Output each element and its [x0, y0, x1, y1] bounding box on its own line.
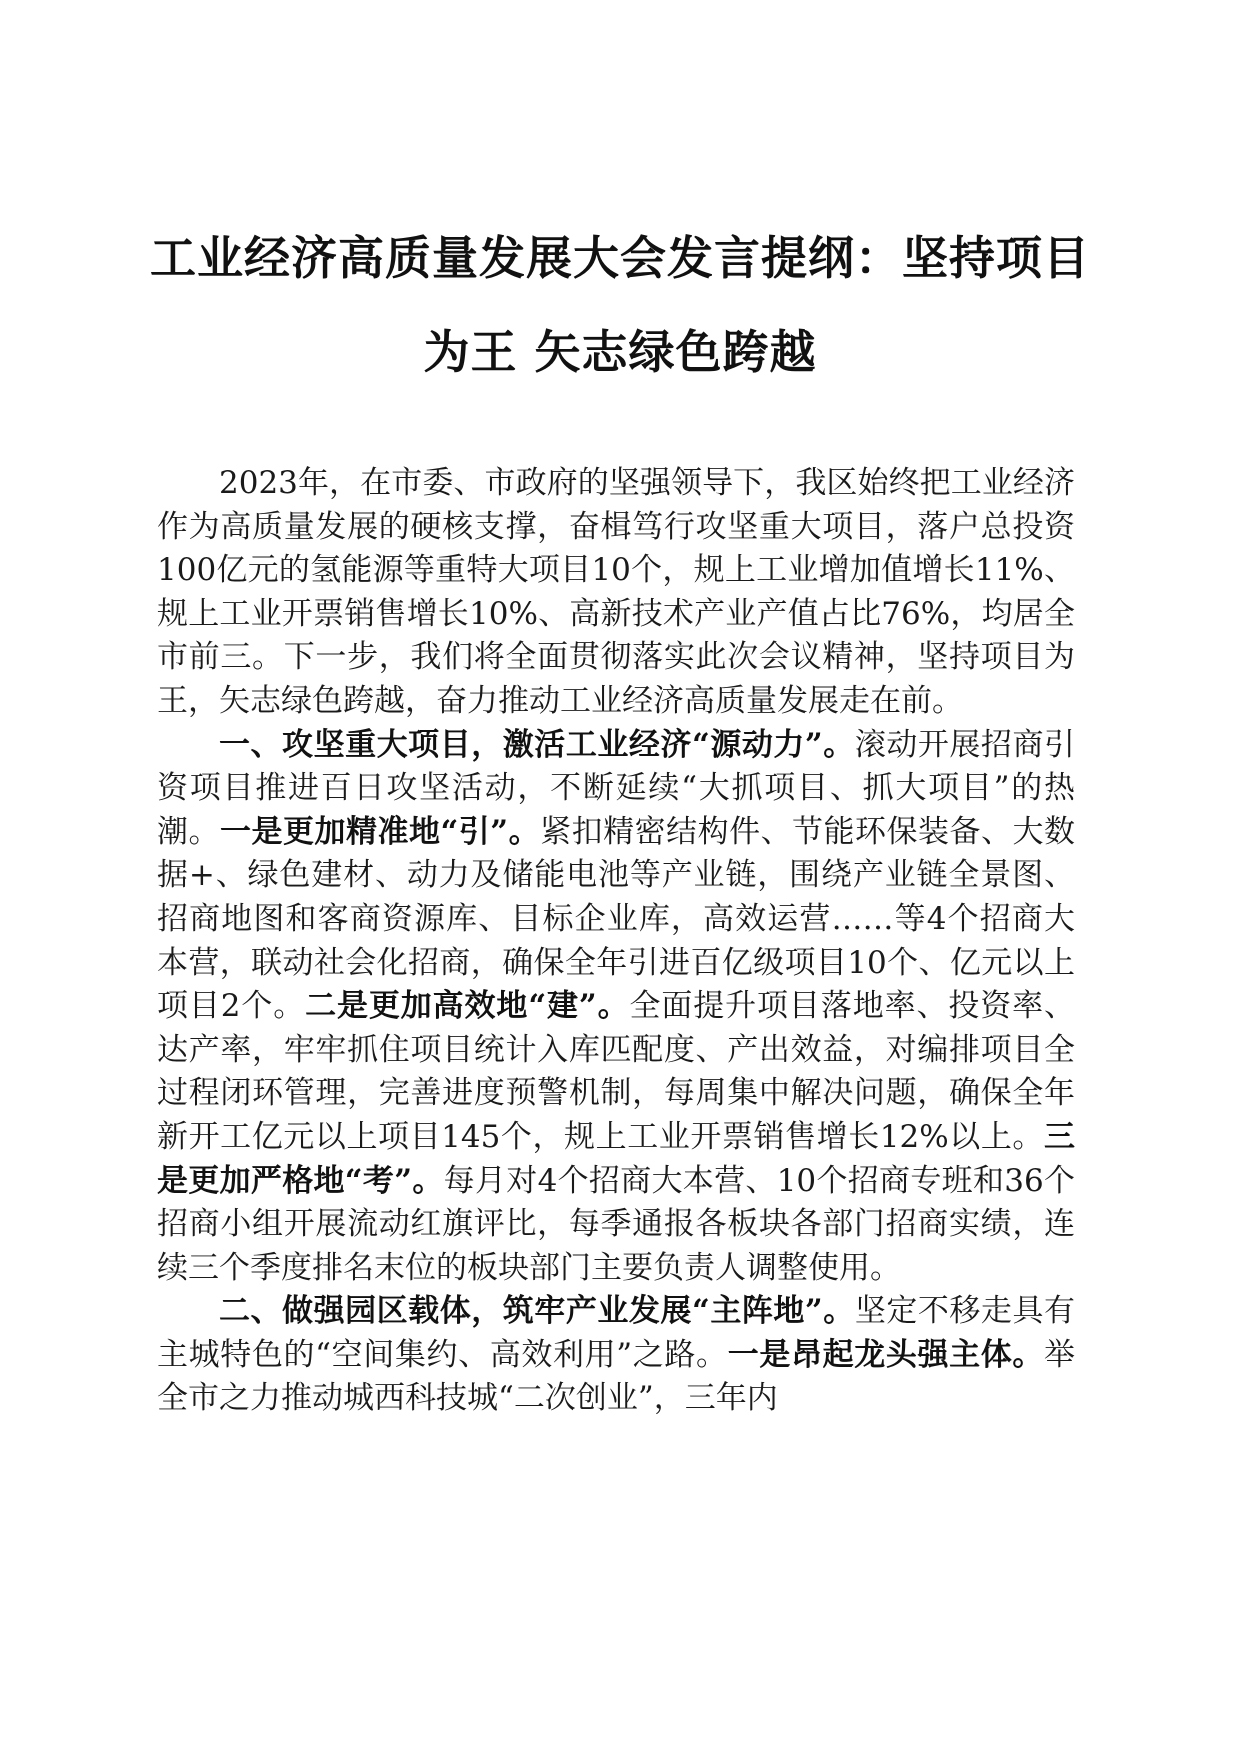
section-1-point-1-text: 紧扣精密结构件、节能环保装备、大数据+、绿色建材、动力及储能电池等产业链，围绕产业链全景图、招商地图和客商资源库、目标企业库，高效运营……等4个招商大本营，联动社会化招商，确保全年引进百亿级项目10个、亿元以上项目2个。 [157, 813, 1076, 1025]
section-1-heading: 一、攻坚重大项目，激活工业经济“源动力”。 [219, 726, 855, 763]
section-1-point-2-title: 二是更加高效地“建”。 [305, 988, 630, 1025]
section-1-point-3-title: 三是更加严格地“考”。 [157, 1118, 1075, 1199]
section-1-point-1-title: 一是更加精准地“引”。 [220, 813, 541, 850]
section-1-paragraph [157, 724, 1075, 1291]
section-1-point-3-text: 每月对4个招商大本营、10个招商专班和36个招商小组开展流动红旗评比，每季通报各板块各部门招商实绩，连续三个季度排名末位的板块部门主要负责人调整使用。 [157, 1162, 1075, 1286]
section-2-point-1-text: 举全市之力推动城西科技城“二次创业”，三年内 [157, 1336, 1075, 1417]
section-1-lead: 滚动开展招商引资项目推进百日攻坚活动，不断延续“大抓项目、抓大项目”的热潮。 [157, 726, 1075, 850]
document-body [157, 462, 1075, 1421]
document-title-line-1: 工业经济高质量发展大会发言提纲：坚持项目 [150, 231, 1090, 285]
section-2-lead: 坚定不移走具有主城特色的“空间集约、高效利用”之路。 [157, 1293, 1075, 1373]
section-2-paragraph [157, 1290, 1075, 1421]
section-2-point-1-title: 一是昂起龙头强主体。 [727, 1336, 1044, 1373]
document-title-line-2: 为王 矢志绿色跨越 [423, 325, 817, 379]
intro-text: 2023年，在市委、市政府的坚强领导下，我区始终把工业经济作为高质量发展的硬核支撑，奋楫笃行攻坚重大项目，落户总投资100亿元的氢能源等重特大项目10个，规上工业增加值增长11%、规上工业开票销售增长10%、高新技术产业产值占比76%，均居全市前三。下一步，我们将全面贯彻落实此次会议精神，坚持项目为王，矢志绿色跨越，奋力推动工业经济高质量发展走在前。 [157, 465, 1075, 719]
intro-paragraph [157, 462, 1075, 724]
section-1-point-2-text: 全面提升项目落地率、投资率、达产率，牢牢抓住项目统计入库匹配度、产出效益，对编排项目全过程闭环管理，完善进度预警机制，每周集中解决问题，确保全年新开工亿元以上项目145个，规上工业开票销售增长12%以上。 [157, 988, 1075, 1155]
section-2-heading: 二、做强园区载体，筑牢产业发展“主阵地”。 [219, 1293, 855, 1330]
